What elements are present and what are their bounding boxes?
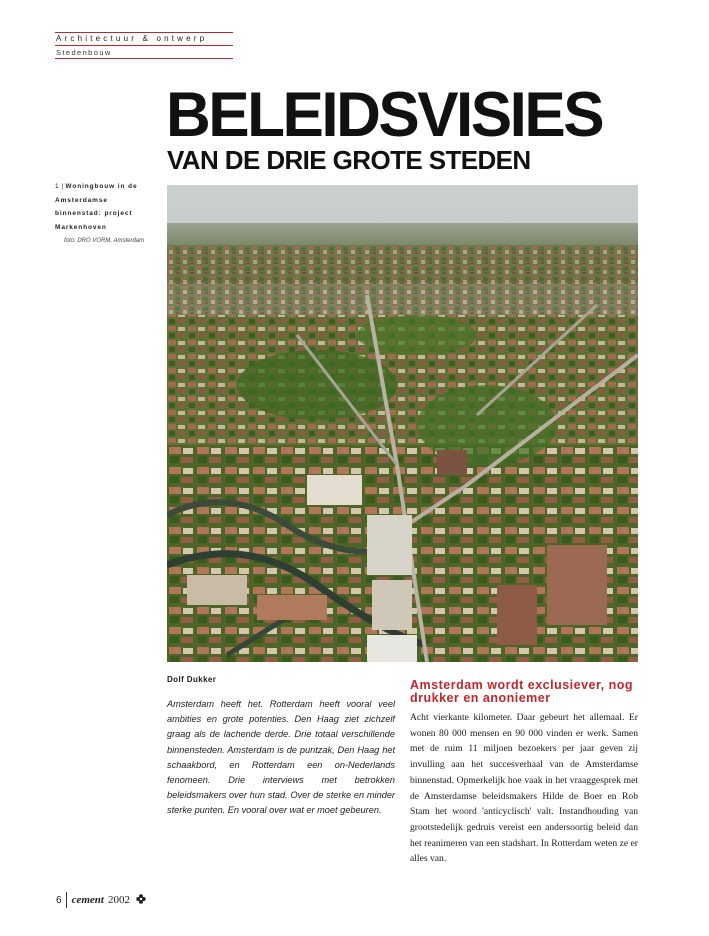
- page-footer: [56, 892, 146, 908]
- header-rule-top: [55, 32, 233, 33]
- section-heading: Amsterdam wordt exclusiever, nog drukker en anoniemer: [410, 678, 634, 705]
- magazine-name: cement: [71, 894, 104, 906]
- figure-caption: [55, 180, 155, 249]
- page-title: BELEIDSVISIES: [166, 79, 603, 151]
- aerial-city-image: [167, 185, 638, 662]
- article-author: Dolf Dukker: [167, 675, 217, 684]
- magazine-year: 2002: [107, 894, 130, 906]
- figure-number: 1 |: [55, 183, 64, 190]
- flower-logo-icon: [136, 894, 146, 907]
- article-body: Acht vierkante kilometer. Daar gebeurt het allemaal. Er wonen 80 000 mensen en 90 000 vinden er werk. Samen met de ruim 11 miljoen bezoekers per jaar geven zij invulling aan het succesverhaal van de Amsterdamse binnenstad. Opmerkelijk hoe vaak in het vraaggesprek met de Amsterdamse beleidsmakers Hilde de Boer en Rob Stam het woord 'anticyclisch' valt. Instandhouding van grootstedelijk gedruis vereist een andersoortig beleid dan het reanimeren van een stadshart. In Rotterdam weten ze er alles van.: [410, 712, 638, 865]
- aerial-photo: [167, 185, 638, 662]
- page-number: 6: [56, 894, 62, 906]
- subsection-label: Stedenbouw: [56, 48, 112, 57]
- footer-divider: [66, 892, 67, 908]
- header-rule-middle: [55, 45, 233, 46]
- figure-caption-text: Woningbouw in de Amsterdamse binnenstad: project Markenhoven: [55, 183, 138, 231]
- article-intro: Amsterdam heeft het. Rotterdam heeft vooral veel ambities en grote potenties. Den Haag ziet zichzelf graag als de lachende derde. Drie totaal verschillende binnensteden. Amsterdam is de puntzak, Den Haag het schaakbord, en Rotterdam een on-Nederlands fenomeen. Drie interviews met betrokken beleidsmakers over hun stad. Over de sterke en minder sterke punten. En vooral over wat er moet gebeuren.: [167, 699, 395, 816]
- section-label: Architectuur & ontwerp: [56, 34, 208, 43]
- figure-credit: foto: DRO VORM, Amsterdam: [64, 238, 145, 244]
- header-rule-bottom: [55, 58, 233, 59]
- page-subtitle: VAN DE DRIE GROTE STEDEN: [167, 145, 531, 175]
